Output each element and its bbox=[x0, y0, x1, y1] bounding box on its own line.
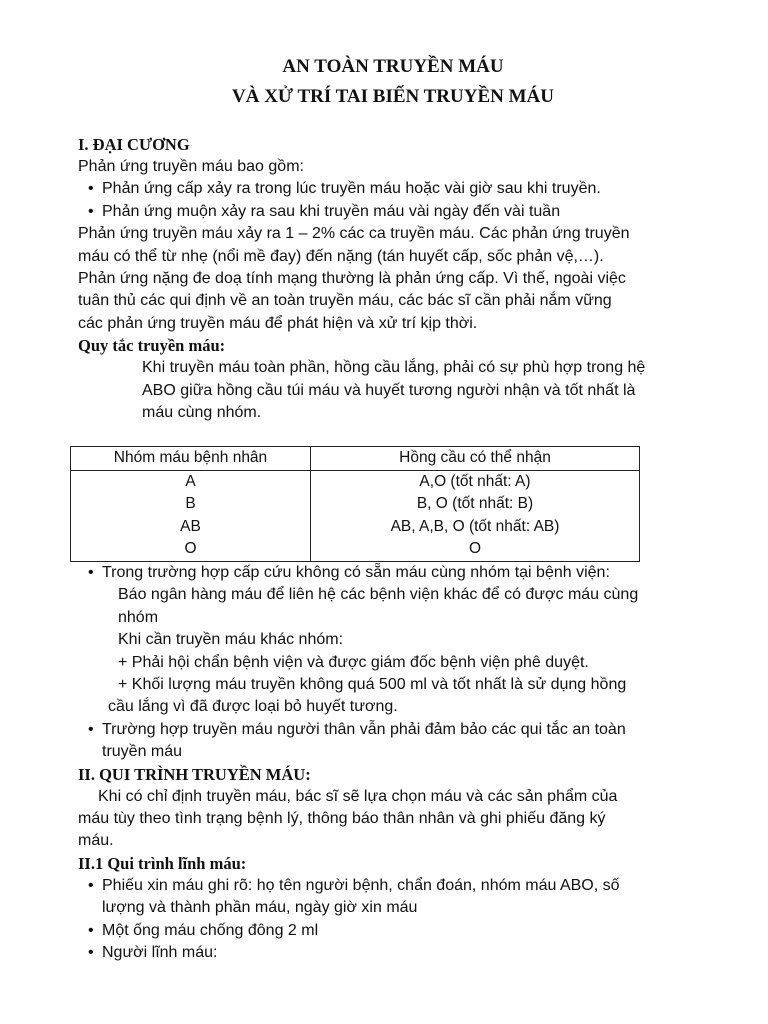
table-header: Hồng cầu có thể nhận bbox=[311, 447, 640, 471]
section-1-intro: Phản ứng truyền máu bao gồm: bbox=[78, 158, 304, 175]
document-title bbox=[78, 52, 708, 112]
list-item: • Người lĩnh máu: bbox=[78, 942, 708, 964]
table-row bbox=[71, 538, 640, 561]
table-cell: O bbox=[71, 538, 311, 561]
paragraph-line: máu tùy theo tình trạng bệnh lý, thông báo thân nhân và ghi phiếu đăng ký bbox=[78, 810, 606, 828]
list-item: • Phản ứng muộn xảy ra sau khi truyền máu vài ngày đến vài tuần bbox=[78, 201, 708, 223]
list-item bbox=[78, 875, 708, 920]
list-item-line: truyền máu bbox=[102, 743, 183, 761]
paragraph-line: Phản ứng nặng đe doạ tính mạng thường là phản ứng cấp. Vì thế, ngoài việc bbox=[78, 270, 626, 288]
table-row bbox=[71, 493, 640, 516]
rule-line: ABO giữa hồng cầu túi máu và huyết tương người nhận và tốt nhất là bbox=[142, 381, 636, 399]
rule-line: Khi truyền máu toàn phần, hồng cầu lắng, phải có sự phù hợp trong hệ bbox=[142, 359, 646, 377]
title-line-1: AN TOÀN TRUYỀN MÁU bbox=[282, 56, 504, 77]
list-item-line: lượng và thành phần máu, ngày giờ xin máu bbox=[102, 899, 418, 917]
list-item-line: • Phiếu xin máu ghi rõ: họ tên người bệnh, chẩn đoán, nhóm máu ABO, số bbox=[102, 876, 620, 894]
emergency-line: nhóm bbox=[118, 608, 159, 626]
paragraph-line: Phản ứng truyền máu xảy ra 1 – 2% các ca truyền máu. Các phản ứng truyền bbox=[78, 225, 630, 243]
list-item bbox=[78, 719, 708, 764]
list-item: • Một ống máu chống đông 2 ml bbox=[78, 920, 708, 942]
table-cell: A,O (tốt nhất: A) bbox=[311, 470, 640, 493]
paragraph-line: Khi có chỉ định truyền máu, bác sĩ sẽ lựa chọn máu và các sản phẩm của bbox=[98, 787, 618, 805]
subsection-heading: II.1 Qui trình lĩnh máu: bbox=[78, 853, 247, 873]
paragraph-line: các phản ứng truyền máu để phát hiện và xử trí kịp thời. bbox=[78, 314, 478, 332]
emergency-line: + Khối lượng máu truyền không quá 500 ml và tốt nhất là sử dụng hồng bbox=[118, 676, 627, 693]
table-header: Nhóm máu bệnh nhân bbox=[71, 447, 311, 471]
list-item: • Phản ứng cấp xảy ra trong lúc truyền máu hoặc vài giờ sau khi truyền. bbox=[78, 178, 708, 200]
table-cell: B bbox=[71, 493, 311, 516]
section-1-heading: I. ĐẠI CƯƠNG bbox=[78, 135, 190, 154]
table-row bbox=[71, 470, 640, 493]
list-item-line: • Trường hợp truyền máu người thân vẫn phải đảm bảo các qui tắc an toàn bbox=[102, 720, 626, 738]
rule-heading: Quy tắc truyền máu: bbox=[78, 336, 226, 356]
table-cell: AB bbox=[71, 516, 311, 539]
emergency-line: Khi cần truyền máu khác nhóm: bbox=[118, 631, 344, 649]
table-cell: AB, A,B, O (tốt nhất: AB) bbox=[311, 516, 640, 539]
title-line-2: VÀ XỬ TRÍ TAI BIẾN TRUYỀN MÁU bbox=[232, 86, 554, 107]
paragraph-line: máu. bbox=[78, 832, 114, 850]
paragraph-line: tuân thủ các qui định về an toàn truyền máu, các bác sĩ cần phải nắm vững bbox=[78, 292, 612, 310]
rule-line: máu cùng nhóm. bbox=[142, 404, 262, 422]
paragraph-line: máu có thể từ nhẹ (nổi mề đay) đến nặng (tán huyết cấp, sốc phản vệ,…). bbox=[78, 247, 604, 265]
emergency-line: + Phải hội chẩn bệnh viện và được giám đốc bệnh viện phê duyệt. bbox=[118, 653, 589, 671]
emergency-line: Báo ngân hàng máu để liên hệ các bệnh viện khác để có được máu cùng bbox=[118, 586, 639, 604]
table-cell: A bbox=[71, 470, 311, 493]
emergency-line: cầu lắng vì đã được loại bỏ huyết tương. bbox=[108, 698, 398, 716]
rule-text bbox=[78, 357, 708, 424]
section-2-heading: II. QUI TRÌNH TRUYỀN MÁU: bbox=[78, 764, 311, 784]
list-item: • Trong trường hợp cấp cứu không có sẵn máu cùng nhóm tại bệnh viện: bbox=[78, 562, 708, 584]
table-cell: B, O (tốt nhất: B) bbox=[311, 493, 640, 516]
table-cell: O bbox=[311, 538, 640, 561]
blood-group-table bbox=[70, 446, 640, 562]
table-row bbox=[71, 516, 640, 539]
